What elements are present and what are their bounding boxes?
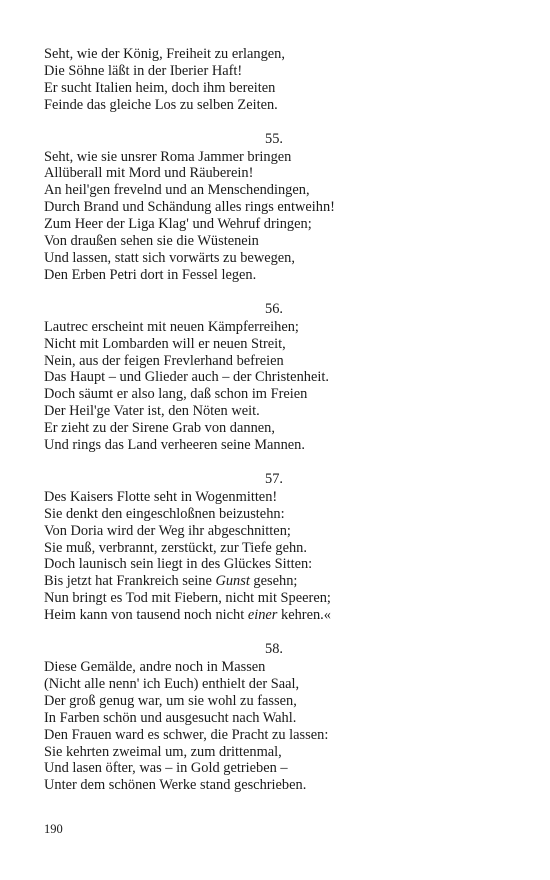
verse-text: Den Erben Petri dort in Fessel legen. [44,266,257,283]
verse-line [44,319,504,336]
verse-line [44,676,504,693]
verse-line [44,556,504,573]
verse-line [44,216,504,233]
verse-text: Doch launisch sein liegt in des Glückes Sitten: [44,556,313,573]
verse-line [44,233,504,250]
verse-line [44,267,504,284]
verse-text: Nun bringt es Tod mit Fiebern, nicht mit Speeren; [44,590,331,607]
verse-line [44,386,504,403]
verse-text: Er sucht Italien heim, doch ihm bereiten [44,79,276,96]
verse-text: Zum Heer der Liga Klag' und Wehruf dringen; [44,216,312,233]
verse-text: Doch säumt er also lang, daß schon im Freien [44,386,308,403]
verse-text: kehren.« [277,607,331,624]
verse-line [44,760,504,777]
verse-line [44,659,504,676]
verse-text: Die Söhne läßt in der Iberier Haft! [44,62,243,79]
verse-text: Der groß genug war, um sie wohl zu fassen, [44,692,297,709]
verse-line [44,489,504,506]
verse-text: Feinde das gleiche Los zu selben Zeiten. [44,96,278,113]
verse-line [44,369,504,386]
verse-text: Sie muß, verbrannt, zerstückt, zur Tiefe gehn. [44,539,307,556]
verse-line [44,149,504,166]
verse-emphasis: Gunst [215,573,250,590]
verse-line [44,63,504,80]
verse-emphasis: einer [247,607,278,624]
verse-line [44,540,504,557]
verse-text: Von draußen sehen sie die Wüstenein [44,233,259,250]
verse-line [44,607,504,624]
verse-text: Durch Brand und Schändung alles rings entweihn! [44,199,335,216]
verse-text: Sie denkt den eingeschloßnen beizustehn: [44,505,285,522]
verse-line [44,420,504,437]
stanza-number: 55. [265,130,283,147]
verse-line [44,403,504,420]
verse-line [44,199,504,216]
verse-line [44,710,504,727]
verse-text: (Nicht alle nenn' ich Euch) enthielt der Saal, [44,675,300,692]
stanza [44,131,504,284]
verse-line [44,693,504,710]
stanza [44,641,504,794]
verse-text: Lautrec erscheint mit neuen Kämpferreihen; [44,318,299,335]
verse-text: Allüberall mit Mord und Räuberein! [44,165,254,182]
verse-text: Und rings das Land verheeren seine Mannen. [44,437,305,454]
verse-line [44,777,504,794]
page-number: 190 [44,822,63,836]
verse-line [44,165,504,182]
verse-line [44,46,504,63]
verse-text: Den Frauen ward es schwer, die Pracht zu lassen: [44,726,329,743]
stanza-number: 56. [265,300,283,317]
verse-text: Diese Gemälde, andre noch in Massen [44,659,266,675]
stanza [44,301,504,454]
stanza-number: 57. [265,470,283,487]
verse-line [44,182,504,199]
verse-line [44,573,504,590]
verse-line [44,353,504,370]
stanza-number: 58. [265,641,283,658]
verse-text: Er zieht zu der Sirene Grab von dannen, [44,420,275,437]
verse-text: Nicht mit Lombarden will er neuen Streit, [44,335,286,352]
verse-text: Von Doria wird der Weg ihr abgeschnitten; [44,522,291,539]
verse-text: Das Haupt – und Glieder auch – der Christenheit. [44,369,329,386]
stanza [44,471,504,624]
verse-text: Und lassen, statt sich vorwärts zu bewegen, [44,249,295,266]
verse-text: Seht, wie der König, Freiheit zu erlangen, [44,46,285,62]
verse-text: Bis jetzt hat Frankreich seine [44,573,216,590]
verse-line [44,250,504,267]
verse-line [44,727,504,744]
verse-text: Nein, aus der feigen Frevlerhand befreien [44,352,284,369]
verse-line [44,437,504,454]
poem-page [44,46,504,811]
verse-line [44,523,504,540]
verse-text: Heim kann von tausend noch nicht [44,607,248,624]
verse-line [44,97,504,114]
verse-text: Und lasen öfter, was – in Gold getrieben – [44,760,288,777]
verse-text: Des Kaisers Flotte seht in Wogenmitten! [44,488,278,505]
verse-text: Seht, wie sie unsrer Roma Jammer bringen [44,148,292,165]
verse-line [44,590,504,607]
verse-line [44,80,504,97]
verse-text: In Farben schön und ausgesucht nach Wahl. [44,709,297,726]
verse-line [44,336,504,353]
verse-text: gesehn; [249,573,298,590]
verse-text: Sie kehrten zweimal um, zum drittenmal, [44,743,282,760]
verse-text: An heil'gen frevelnd und an Menschendingen, [44,182,310,199]
verse-line [44,744,504,761]
verse-text: Der Heil'ge Vater ist, den Nöten weit. [44,403,260,420]
verse-text: Unter dem schönen Werke stand geschrieben. [44,777,307,794]
stanza [44,46,504,114]
verse-line [44,506,504,523]
